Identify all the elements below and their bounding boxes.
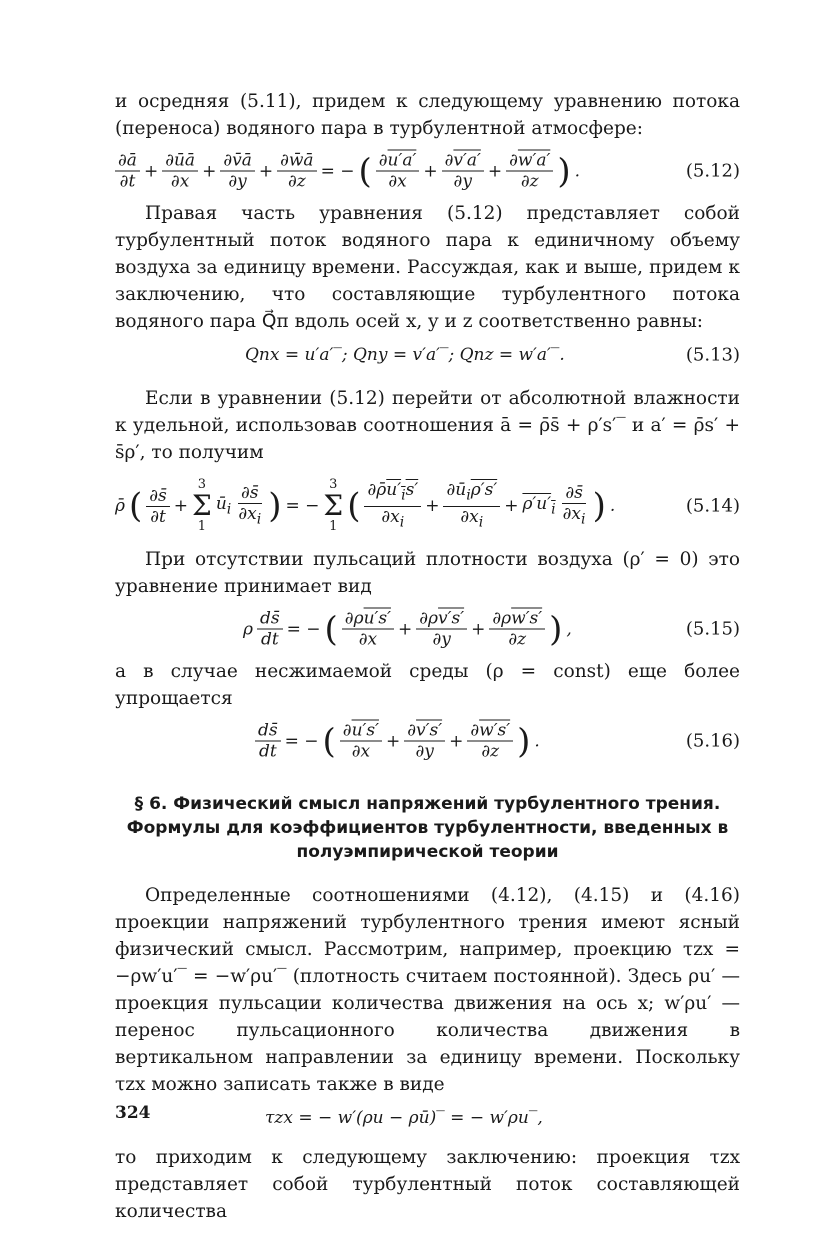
- eq512-term-7: $\frac{\partial w'a'}{\partial z}$: [506, 151, 553, 192]
- equation-5-12: [115, 142, 740, 200]
- paragraph-conclusion: то приходим к следующему заключению: проекция τzx представляет собой турбулентный поток составляющей количества: [115, 1147, 740, 1222]
- equation-5-15-number: (5.15): [685, 618, 740, 640]
- eq512-term-5: $\frac{\partial u'a'}{\partial x}$: [376, 151, 420, 192]
- equation-5-14-number: (5.14): [685, 495, 740, 517]
- equation-5-15: [115, 600, 740, 658]
- section-heading: § 6. Физический смысл напряжений турбулентного трения. Формулы для коэффициентов турбулентности, введенных в полуэмпирической теории: [126, 794, 729, 862]
- equation-tau: [115, 1098, 740, 1138]
- paragraph-humidity: Если в уравнении (5.12) перейти от абсолютной влажности к удельной, использовав соотношения ā = ρ̄s̄ + ρ′s′‾ и a′ = ρ̄s′ + s̄ρ′, то получим: [115, 388, 740, 463]
- paragraph-no-pulsation: При отсутствии пульсаций плотности воздуха (ρ′ = 0) это уравнение принимает вид: [115, 549, 740, 597]
- equation-5-14: [115, 466, 740, 546]
- eq512-term-6: $\frac{\partial v'a'}{\partial y}$: [442, 151, 484, 192]
- equation-5-14-body: ρ̄ ( $\frac{\partial s̄}{\partial t}$ + 3 Σ 1 $ū_i$ $\frac{\partial s̄}{\partial x_i}$ ) = − 3 Σ 1 ( $\frac{\partial\rhōu'_is'}{\partial x_i}$ + $\frac{\partial ū_i\rho's'}{\partial x_i}$ + $\rho'u'_i$ $\frac{\partial s̄}{\partial x_i}$ ) .: [115, 477, 616, 534]
- page-number: 324: [115, 1103, 151, 1123]
- equation-5-13-text: Qпx = u′a′‾; Qпy = v′a′‾; Qпz = w′a′‾.: [245, 345, 565, 365]
- paragraph-flux: Правая часть уравнения (5.12) представляет собой турбулентный поток водяного пара к единичному объему воздуха за единицу времени. Рассуждая, как и выше, придем к заключению, что составляющие турбулентного потока водяного пара Q⃗п вдоль осей x, y и z соответственно равны:: [115, 203, 740, 332]
- equation-5-16-body: $\frac{ds̄}{dt}$ = − ( $\frac{\partial u's'}{\partial x}$ + $\frac{\partial v's'}{\partial y}$ + $\frac{\partial w's'}{\partial z}$ ) .: [255, 721, 540, 762]
- equation-5-16: [115, 712, 740, 770]
- paragraph-physical-meaning: Определенные соотношениями (4.12), (4.15) и (4.16) проекции напряжений турбулентного трения имеют ясный физический смысл. Рассмотрим, например, проекцию τzx = −ρw′u′‾ = −w′ρu′‾ (плотность считаем постоянной). Здесь ρu′ — проекция пульсации количества движения на ось x; w′ρu′ — перенос пульсационного количества движения в вертикальном направлении за единицу времени. Поскольку τzx можно записать также в виде: [115, 885, 740, 1095]
- equation-5-16-number: (5.16): [685, 730, 740, 752]
- equation-5-12-number: (5.12): [685, 160, 740, 182]
- equation-5-12-body: $\frac{\partial ā}{\partial t}$ + $\frac{\partial ūā}{\partial x}$ + $\frac{\partial v̄ā}{\partial y}$ + $\frac{\partial w̄ā}{\partial z}$ = − ( $\frac{\partial u'a'}{\partial x}$ + $\frac{\partial v'a'}{\partial y}$ + $\frac{\partial w'a'}{\partial z}$ ) .: [115, 151, 580, 192]
- equation-5-13: [115, 335, 740, 375]
- eq512-term-2: $\frac{\partial ūā}{\partial x}$: [162, 151, 198, 192]
- paragraph-incompressible: а в случае несжимаемой среды (ρ = const) еще более упрощается: [115, 661, 740, 709]
- eq512-term-3: $\frac{\partial v̄ā}{\partial y}$: [220, 151, 255, 192]
- equation-tau-text: τzx = − w′(ρu − ρū)‾ = − w′ρu‾,: [265, 1108, 543, 1128]
- equation-5-13-number: (5.13): [685, 344, 740, 366]
- equation-5-15-body: ρ $\frac{ds̄}{dt}$ = − ( $\frac{\partial\rho u's'}{\partial x}$ + $\frac{\partial\rho v's'}{\partial y}$ + $\frac{\partial\rho w's'}{\partial z}$ ) ,: [243, 608, 572, 650]
- paragraph-intro: и осредняя (5.11), придем к следующему уравнению потока (переноса) водяного пара в турбулентной атмосфере:: [115, 91, 740, 139]
- eq512-term-1: $\frac{\partial ā}{\partial t}$: [115, 151, 140, 192]
- eq512-term-4: $\frac{\partial w̄ā}{\partial z}$: [277, 151, 316, 192]
- page-body: [115, 88, 740, 1225]
